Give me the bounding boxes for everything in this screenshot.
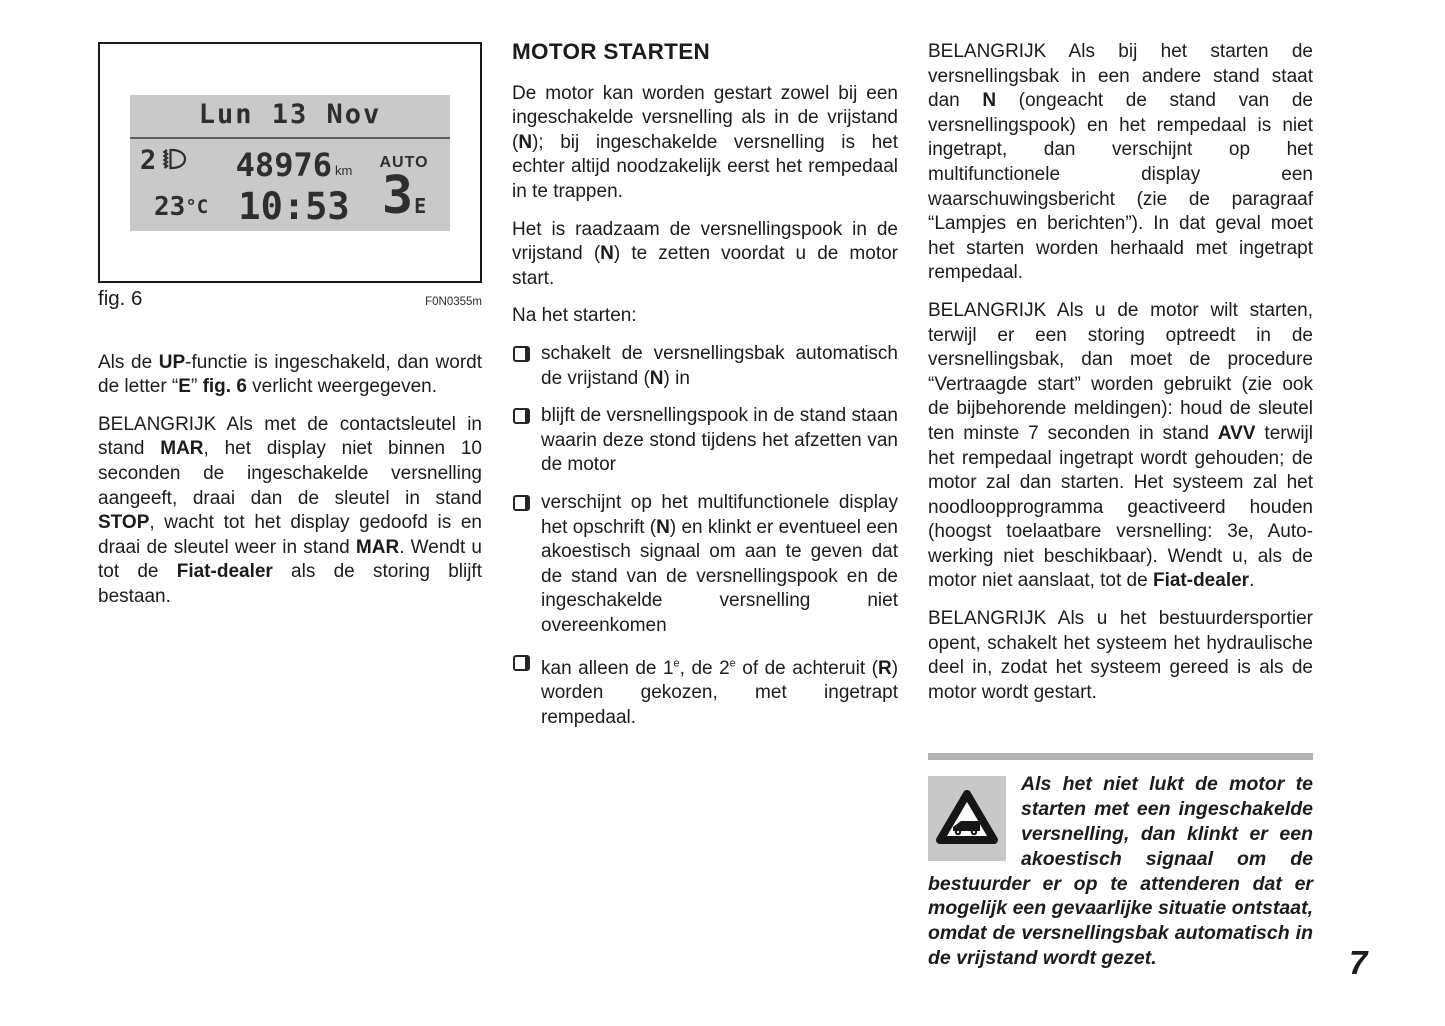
headlight-icon xyxy=(161,147,188,176)
figure-6 xyxy=(98,42,482,315)
square-bullet-icon xyxy=(513,408,530,424)
paragraph-start-engine: De motor kan worden gestart zowel bij een ingeschakelde versnelling als in de vrijstand (N); bij ingeschakelde versnelling is het echter altijd noodzakelijk eerst het rempedaal in te trappen. xyxy=(512,82,898,202)
page-number: 7 xyxy=(1349,944,1368,981)
display-temperature: 23 xyxy=(154,192,186,223)
display-odometer: 48976 xyxy=(235,145,332,184)
warning-text: Als het niet lukt de motor te starten met een ingeschakelde versnelling, dan klinkt er een akoestisch signaal om de bestuurder er op te attenderen dat er mogelijk een gevaarlijke situatie ontstaat, omdat de versnellingsbak automatisch in de vrijstand wordt gezet. xyxy=(928,773,1313,970)
display-date: Lun 13 Nov xyxy=(130,95,450,139)
display-time: 10:53 xyxy=(238,185,350,229)
list-item xyxy=(512,651,898,730)
display-temperature-cell xyxy=(130,185,230,231)
warning-triangle-van-icon xyxy=(928,776,1006,861)
paragraph-neutral-advice: Het is raadzaam de versnellingspook in de vrijstand (N) te zetten voordat u de motor start. xyxy=(512,218,898,289)
display-gear-mode-cell xyxy=(358,139,450,231)
warning-note xyxy=(928,772,1313,970)
middle-column xyxy=(512,40,898,744)
paragraph-belangrijk-mar: BELANGRIJK Als met de contactsleutel in stand MAR, het display niet binnen 10 seconden de ingeschakelde versnelling aangeeft, draai dan de sleutel in stand STOP, wacht tot het display gedoofd is en draai de sleutel weer in stand MAR. Wendt u tot de Fiat-dealer als de storing blijft bestaan. xyxy=(98,413,482,607)
multifunction-display xyxy=(130,95,450,231)
paragraph-up-function: Als de UP-functie is ingeschakeld, dan wordt de letter “E” fig. 6 verlicht weergegeven. xyxy=(98,351,482,398)
left-column xyxy=(98,42,482,623)
list-item xyxy=(512,491,898,639)
warning-divider-bar xyxy=(928,753,1313,760)
display-gear-cell xyxy=(130,139,230,185)
list-item xyxy=(512,404,898,478)
list-item-text: verschijnt op het multifunctionele display het opschrift (N) en klinkt er eventueel een akoestisch signaal om aan te geven dat de stand van de versnellingspook en de ingeschakelde versnelling niet overeenkomen xyxy=(541,491,898,636)
right-column xyxy=(928,40,1313,971)
paragraph-belangrijk-start-stand: BELANGRIJK Als bij het starten de versnellingsbak in een andere stand staat dan N (ongeacht de stand van de versnellingspook) en het rempedaal is niet ingetrapt, dan verschijnt op het multifunctionele display een waarschuwingsbericht (zie de paragraaf “Lampjes en berichten”). In dat geval moet het starten worden herhaald met ingetrapt rempedaal. xyxy=(928,41,1313,284)
display-odometer-cell xyxy=(230,139,358,185)
display-auto-label: AUTO xyxy=(379,153,429,171)
display-odometer-unit: km xyxy=(334,163,353,179)
list-item-text: schakelt de versnellingsbak automatisch de vrijstand (N) in xyxy=(541,342,898,389)
figure-caption: fig. 6 xyxy=(98,287,143,310)
list-item xyxy=(512,342,898,391)
after-start-list xyxy=(512,342,898,731)
paragraph-after-start: Na het starten: xyxy=(512,305,637,327)
display-gear-mode: E xyxy=(414,193,427,218)
display-grid xyxy=(130,139,450,231)
list-item-text: blijft de versnellingspook in de stand staan waarin deze stond tijdens het afzetten van de motor xyxy=(541,405,899,476)
display-gear-big-row xyxy=(381,166,427,227)
square-bullet-icon xyxy=(513,655,530,671)
section-title: MOTOR STARTEN xyxy=(512,39,711,64)
list-item-text: kan alleen de 1e, de 2e of de achteruit (R) worden gekozen, met ingetrapt rempedaal. xyxy=(541,657,899,728)
figure-caption-row xyxy=(98,287,482,315)
paragraph-belangrijk-vertraagde-start: BELANGRIJK Als u de motor wilt starten, terwijl er een storing optreedt in de versnellingsbak, dan moet de procedure “Vertraagde start” worden gebruikt (zie ook de bijbehorende meldingen): houd de sleutel ten minste 7 seconden in stand AVV terwijl het rempedaal ingetrapt wordt gehouden; de motor zal dan starten. Het systeem zal het noodloopprogramma geactiveerd houden (hoogst toelaatbare versnelling: 3e, Auto-werking niet beschikbaar). Wendt u, als de motor niet aanslaat, tot de Fiat-dealer. xyxy=(928,299,1313,592)
display-gear-big: 3 xyxy=(381,166,414,227)
figure-frame xyxy=(98,42,482,283)
figure-code: F0N0355m xyxy=(425,296,482,308)
display-temperature-unit: °C xyxy=(185,196,209,219)
square-bullet-icon xyxy=(513,495,530,511)
paragraph-belangrijk-bestuurdersportier: BELANGRIJK Als u het bestuurdersportier opent, schakelt het systeem het hydraulische deel in, zodat het systeem gereed is als de motor wordt gestart. xyxy=(928,608,1313,703)
display-gear-small: 2 xyxy=(140,145,157,177)
square-bullet-icon xyxy=(513,346,530,362)
